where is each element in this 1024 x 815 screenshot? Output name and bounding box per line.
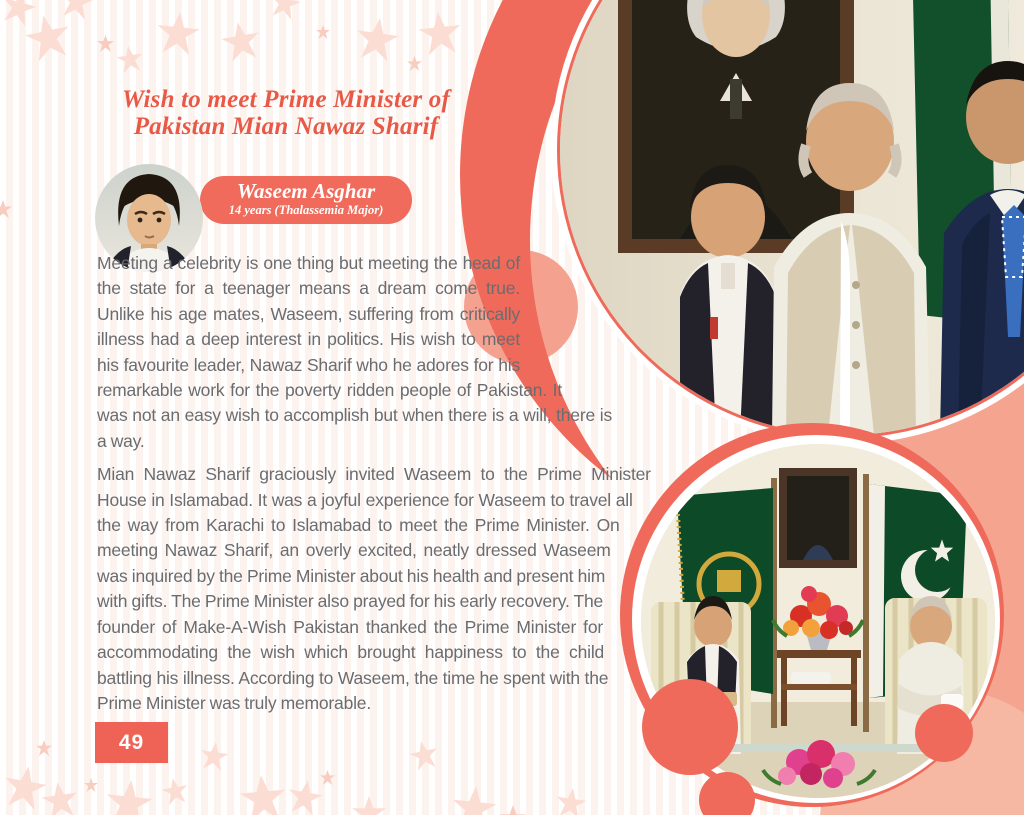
story-paragraph-2: Mian Nawaz Sharif graciously invited Waseem to the Prime Minister House in Islamabad. It was a joyful experience for Waseem to travel all the way from Karachi to Islamabad to meet the Prime Minister. On meeting Nawaz Sharif, an overly excited, neatly dressed Waseem was inquired by the Prime Minister about his health and present him with gifts. The Prime Minister also prayed for his early recovery. The founder of Make-A-Wish Pakistan thanked the Prime Minister for accommodating the wish which brought happiness to the child battling his illness. According to Waseem, the time he spent with the Prime Minister was truly memorable.	[97, 462, 652, 716]
page-title	[100, 86, 472, 140]
coral-bubble-decoration	[915, 704, 973, 762]
waseem-figure	[680, 165, 776, 435]
story-paragraph-1: Meeting a celebrity is one thing but meeting the head of the state for a teenager means a dream come true. Unlike his age mates, Waseem, suffering from critically illness had a deep interest in politics. His wish to meet his favourite leader, Nawaz Sharif who he adores for his remarkable work for the poverty ridden people of Pakistan. It was not an easy wish to accomplish but when there is a will, there is a way.	[97, 251, 652, 454]
coral-bubble-decoration	[642, 679, 738, 775]
page-title-line2: Pakistan Mian Nawaz Sharif	[133, 113, 439, 140]
page-title-line1: Wish to meet Prime Minister of	[122, 86, 450, 113]
child-name: Waseem Asghar	[236, 179, 376, 203]
name-badge	[200, 176, 412, 224]
page-number-badge: 49	[95, 722, 168, 763]
story-text	[97, 251, 652, 742]
child-details: 14 years (Thalassemia Major)	[228, 203, 384, 217]
